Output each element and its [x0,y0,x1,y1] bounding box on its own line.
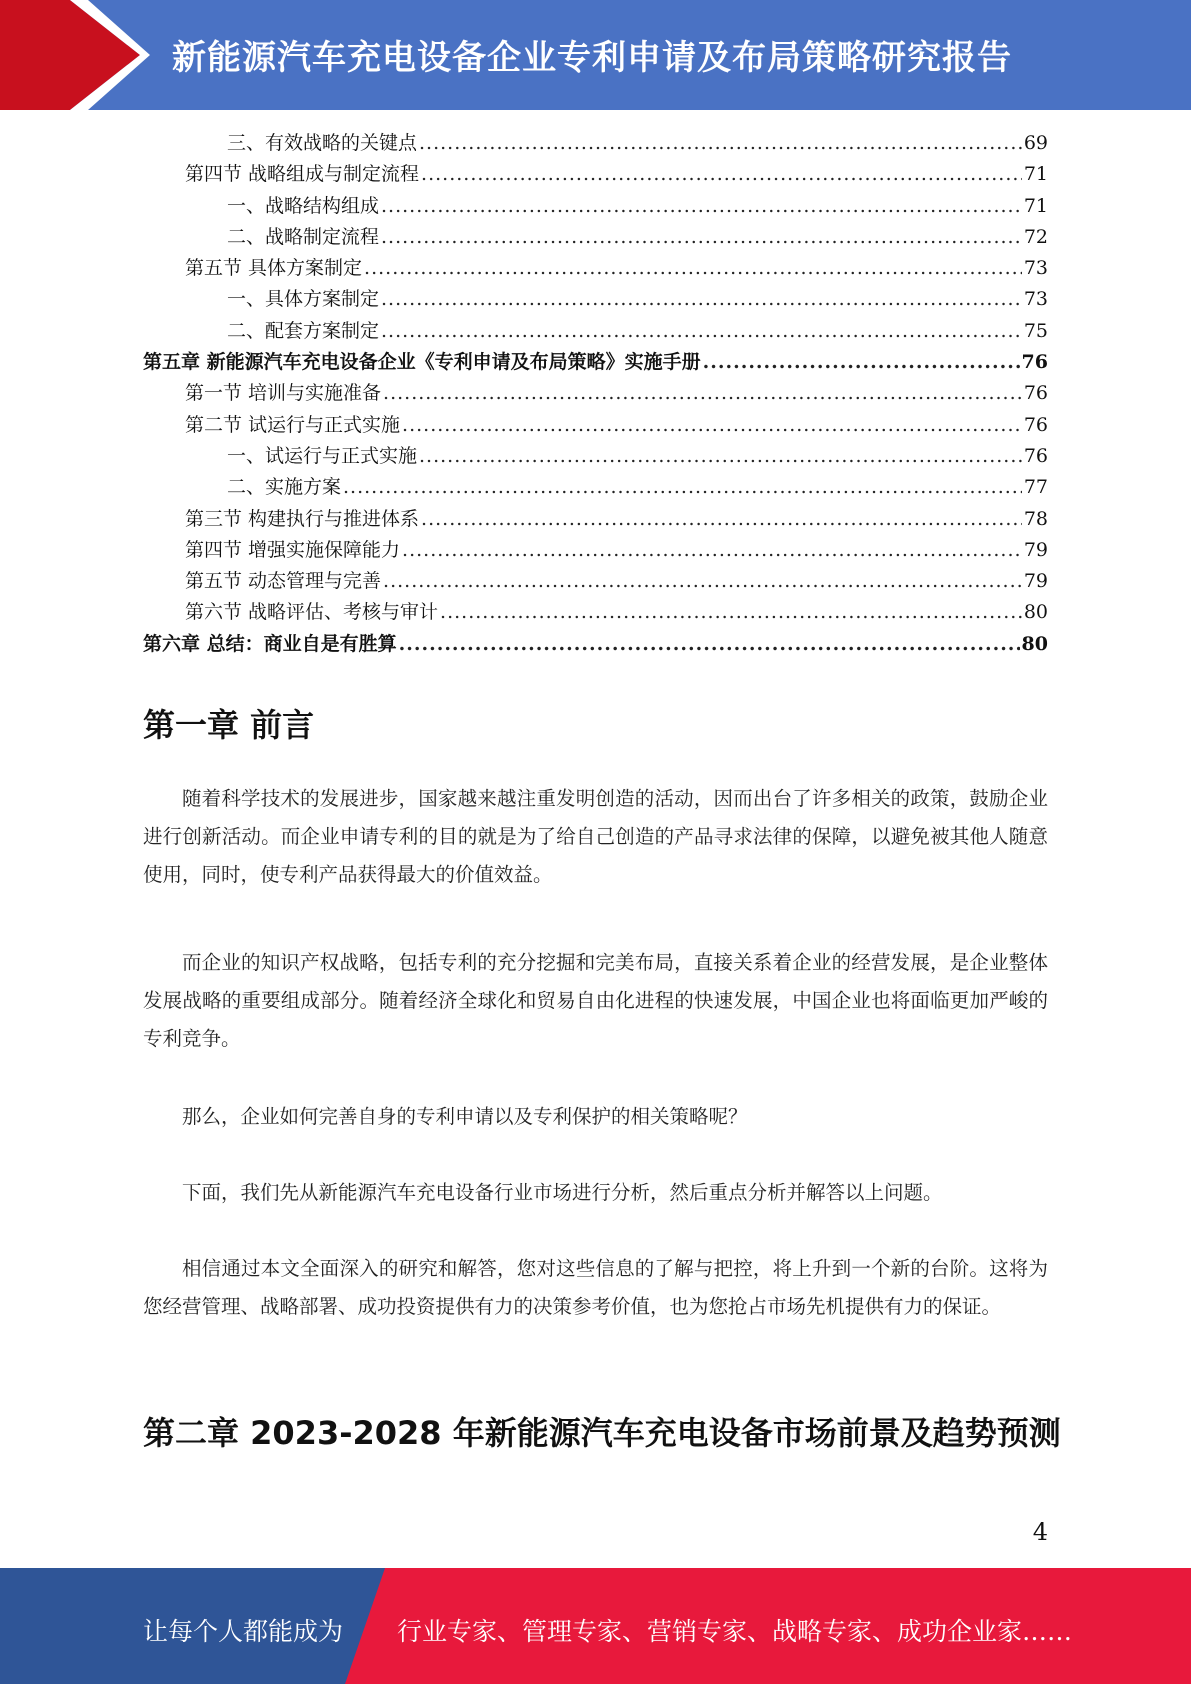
toc-entry-title: 第五章 新能源汽车充电设备企业《专利申请及布局策略》实施手册 [143,351,701,374]
toc-entry-title: 第五节 具体方案制定 [185,257,363,280]
toc-dot-leader [381,226,1022,248]
toc-entry[interactable] [143,347,1048,378]
toc-dot-leader [402,539,1022,561]
toc-entry-page: 69 [1023,132,1048,154]
toc-dot-leader [421,508,1022,530]
toc-entry-page: 76 [1023,382,1048,405]
toc-entry-title: 第二节 试运行与正式实施 [185,413,401,436]
toc-entry[interactable] [143,597,1048,628]
chapter1-paragraph-1: 随着科学技术的发展进步，国家越来越注重发明创造的活动，因而出台了许多相关的政策，鼓励企业进行创新活动。而企业申请专利的目的就是为了给自己创造的产品寻求法律的保障，以避免被其他人随意使用，同时，使专利产品获得最大的价值效益。 [143,787,1048,886]
toc-entry-page: 76 [1021,351,1048,374]
chapter1-title: 第一章 前言 [143,706,315,744]
toc-entry-title: 第六章 总结：商业自是有胜算 [143,632,397,655]
toc-entry-title: 第一节 培训与实施准备 [185,382,382,405]
toc-entry[interactable] [143,472,1048,503]
chapter2-title: 第二章 2023-2028 年新能源汽车充电设备市场前景及趋势预测 [143,1414,1061,1452]
toc-entry-page: 78 [1023,507,1048,530]
toc-dot-leader [399,633,1020,655]
toc-entry-page: 71 [1023,194,1048,217]
toc-entry-title: 二、战略制定流程 [227,225,380,248]
toc-entry-page: 76 [1023,413,1048,436]
chapter1-paragraph-3: 那么，企业如何完善自身的专利申请以及专利保护的相关策略呢？ [182,1105,748,1128]
toc-entry-page: 77 [1023,476,1048,499]
toc-entry[interactable] [143,191,1048,222]
toc-dot-leader [381,288,1022,310]
toc-entry[interactable] [143,159,1048,190]
toc-entry[interactable] [143,535,1048,566]
toc-dot-leader [703,351,1020,373]
toc-entry-title: 第四节 战略组成与制定流程 [185,163,420,186]
toc-entry[interactable] [143,410,1048,441]
toc-dot-leader [440,601,1022,623]
page-footer [0,1568,1191,1684]
toc-dot-leader [402,414,1022,436]
report-title: 新能源汽车充电设备企业专利申请及布局策略研究报告 [172,38,1012,78]
chapter1-paragraph-4: 下面，我们先从新能源汽车充电设备行业市场进行分析，然后重点分析并解答以上问题。 [182,1181,943,1204]
toc-entry-title: 第五节 动态管理与完善 [185,570,382,593]
footer-slogan-left: 让每个人都能成为 [143,1617,344,1646]
toc-entry-page: 73 [1023,288,1048,311]
toc-entry-title: 第三节 构建执行与推进体系 [185,507,420,530]
toc-entry-title: 二、配套方案制定 [227,319,380,342]
toc-entry-title: 二、实施方案 [227,476,342,499]
toc-entry-page: 76 [1023,444,1048,467]
toc-entry[interactable] [143,128,1048,159]
toc-entry-page: 71 [1023,163,1048,186]
toc-entry-page: 79 [1023,538,1048,561]
toc-dot-leader [381,195,1022,217]
toc-dot-leader [343,476,1022,498]
table-of-contents [143,128,1048,660]
toc-entry[interactable] [143,284,1048,315]
toc-entry[interactable] [143,566,1048,597]
toc-entry-title: 一、战略结构组成 [227,194,380,217]
toc-entry[interactable] [143,222,1048,253]
toc-entry[interactable] [143,253,1048,284]
footer-slogan-right: 行业专家、管理专家、营销专家、战略专家、成功企业家…… [397,1617,1073,1646]
toc-entry-title: 第六节 战略评估、考核与审计 [185,601,439,624]
toc-entry[interactable] [143,504,1048,535]
toc-entry-page: 73 [1023,257,1048,280]
chapter1-paragraph-2: 而企业的知识产权战略，包括专利的充分挖掘和完美布局，直接关系着企业的经营发展，是企业整体发展战略的重要组成部分。随着经济全球化和贸易自由化进程的快速发展，中国企业也将面临更加严峻的专利竞争。 [143,951,1048,1050]
toc-entry[interactable] [143,316,1048,347]
toc-dot-leader [383,382,1022,404]
page-header [0,0,1191,110]
header-red-chevron [0,0,150,110]
toc-entry-page: 80 [1021,632,1048,655]
toc-entry-page: 79 [1023,570,1048,593]
toc-entry-title: 一、试运行与正式实施 [227,444,418,467]
toc-entry[interactable] [143,378,1048,409]
toc-entry[interactable] [143,441,1048,472]
toc-entry-page: 80 [1023,601,1048,624]
page-number: 4 [1032,1518,1048,1546]
chapter1-paragraph-5: 相信通过本文全面深入的研究和解答，您对这些信息的了解与把控，将上升到一个新的台阶。这将为您经营管理、战略部署、成功投资提供有力的决策参考价值，也为您抢占市场先机提供有力的保证。 [143,1257,1048,1318]
toc-entry-page: 72 [1023,225,1048,248]
toc-dot-leader [381,320,1022,342]
toc-dot-leader [421,163,1022,185]
toc-entry-title: 三、有效战略的关键点 [227,132,418,154]
toc-entry-page: 75 [1023,319,1048,342]
toc-dot-leader [419,132,1022,154]
toc-dot-leader [383,570,1022,592]
toc-entry-title: 第四节 增强实施保障能力 [185,538,401,561]
toc-entry[interactable] [143,629,1048,660]
toc-dot-leader [419,445,1022,467]
toc-entry-title: 一、具体方案制定 [227,288,380,311]
toc-dot-leader [364,257,1022,279]
